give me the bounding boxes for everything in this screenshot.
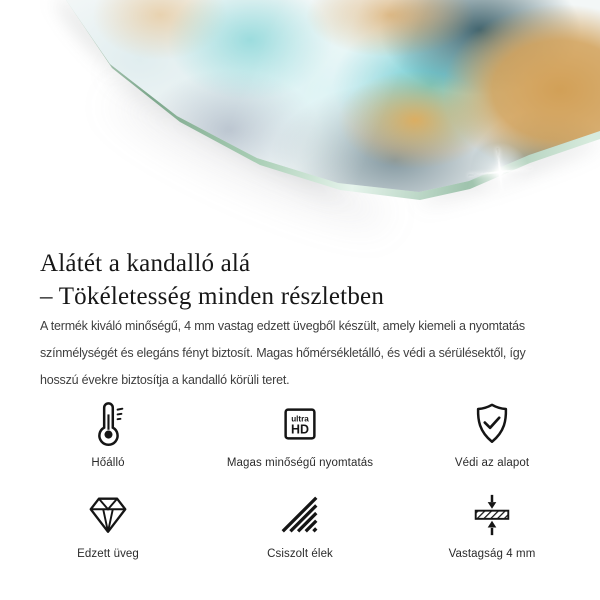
ultra-hd-icon-text-top: ultra [291, 414, 309, 424]
shield-check-icon [469, 401, 515, 447]
thickness-icon [469, 492, 515, 538]
description-line: hosszú évekre biztosítja a kandalló körüli teret. [40, 373, 290, 387]
ultra-hd-icon-text-bottom: HD [291, 422, 309, 437]
feature-thickness-4mm [396, 491, 588, 560]
feature-ultra-hd-print [204, 400, 396, 469]
page-title-line2: – Tökéletesség minden részletben [40, 282, 385, 310]
feature-polished-edges [204, 491, 396, 560]
feature-label: Védi az alapot [454, 457, 530, 469]
feature-label: Csiszolt élek [267, 548, 333, 560]
product-image [0, 0, 600, 235]
feature-label: Vastagság 4 mm [448, 548, 536, 560]
description-line: színmélységét és elegáns fényt biztosít. Magas hőmérsékletálló, és védi a sérülésektől, így [40, 346, 526, 360]
feature-tempered-glass [12, 491, 204, 560]
feature-heat-resistant [12, 400, 204, 469]
polished-edges-icon [277, 492, 323, 538]
description-line: A termék kiváló minőségű, 4 mm vastag edzett üvegből készült, amely kiemeli a nyomtatás [40, 319, 525, 333]
feature-protects-base [396, 400, 588, 469]
diamond-icon [85, 492, 131, 538]
page-title [40, 247, 384, 313]
page-title-line1: Alátét a kandalló alá [40, 249, 251, 277]
product-description [40, 313, 526, 394]
thermometer-icon [85, 401, 131, 447]
feature-label: Hőálló [91, 457, 125, 469]
feature-grid [12, 400, 588, 560]
feature-label: Magas minőségű nyomtatás [226, 457, 374, 469]
feature-label: Edzett üveg [77, 548, 139, 560]
ultra-hd-icon [277, 401, 323, 447]
